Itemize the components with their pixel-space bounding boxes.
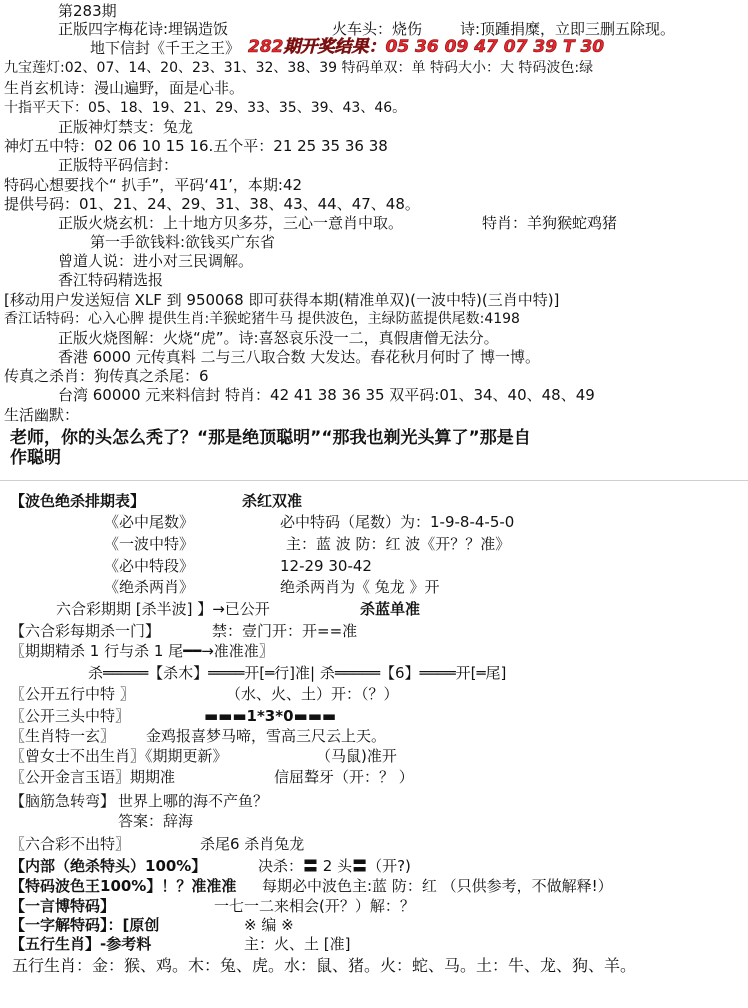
inner-kill-label: 【内部（绝杀特头）100%】 [10,857,207,875]
zodiac-poem: 生肖玄机诗：漫山遍野，面是心非。 [4,79,245,97]
one-gate-value: 禁：壹门开：开==准 [212,622,358,640]
one-gate-label: 【六合彩每期杀一门】 [10,622,161,640]
five-zodiac-list: 五行生肖：金：猴、鸡。木：兔、虎。水：鼠、猪。火：蛇、马。土：牛、龙、狗、羊。 [12,956,637,975]
not-out-value: 杀尾6 杀肖兔龙 [200,835,305,853]
fax-kill: 传真之杀肖：狗传真之杀尾：6 [4,367,209,385]
not-out-label: 〖六合彩不出特〗 [10,835,131,853]
wave-table-title: 【波色绝杀排期表】 [10,492,146,510]
kill-blue-badge: 杀蓝单准 [360,600,421,618]
sms-promo: [移动用户发送短信 XLF 到 950068 即可获得本期(精准单双)(一波中特)(三肖中特)] [4,291,560,309]
half-wave-line: 六合彩期期 [杀半波] 】→已公开 [56,600,270,618]
inner-kill-value: 决杀：〓 2 头〓（开?) [258,857,411,875]
draw-result: 282期开奖结果：05 36 09 47 07 39 T 30 [248,37,605,57]
one-wave-value: 主：蓝 波 防：红 波《开？？准》 [286,535,511,553]
one-saying-label: 【一言博特码】 [10,897,116,915]
must-tail-label: 《必中尾数》 [104,513,195,531]
golden-words-label: 〖公开金言玉语〗期期准 [10,768,176,786]
five-zodiac-value: 主：火、土 [准] [244,935,351,953]
issue-number: 第283期 [58,2,117,20]
five-zodiac-label: 【五行生肖】-参考料 [10,935,152,953]
underground-envelope: 地下信封《千王之王》 [90,39,241,57]
must-range-value: 12-29 30-42 [280,557,372,575]
one-word-value: ※ 编 ※ [244,916,294,934]
must-tail-value: 必中特码（尾数）为：1-9-8-4-5-0 [280,513,515,531]
one-saying-value: 一七一二来相会(开？）解：？ [214,897,415,915]
riddle-label: 【脑筋急转弯】 [10,792,116,810]
kill-row: 杀═════【杀木】════开[═行]准| 杀═════【6】════开[═尾] [88,664,507,682]
kill-red-badge: 杀红双准 [242,492,303,510]
fire-diagram: 正版火烧图解：火烧“虎”。诗:喜怒哀乐没一二，真假唐僧无法分。 [58,329,499,347]
lotus-lamp-line: 九宝莲灯:02、07、14、20、23、31、32、38、39 特码单双：单 特码大小：大 特码波色:绿 [4,60,594,76]
humor-title: 生活幽默： [4,406,80,424]
lamp-five-line: 神灯五中特：02 06 10 15 16.五个平：21 25 35 36 38 [4,137,388,155]
lady-zeng-label: 〖曾女士不出生肖〗《期期更新》 [10,747,228,765]
three-head-label: 〖公开三头中特〗 [10,707,131,725]
train-head: 火车头：烧伤 [332,20,423,38]
lady-zeng-value: （马鼠)准开 [316,747,397,765]
riddle-answer: 答案：辞海 [118,812,194,830]
train-poem: 诗:顶踵捐糜，立即三删五除现。 [460,20,676,38]
kill-two-label: 《绝杀两肖》 [104,578,195,596]
joke-line-1: 老师，你的头怎么秃了？“那是绝顶聪明”“那我也剃光头算了”那是自 [10,428,531,448]
flat-code-envelope: 正版特平码信封： [58,156,179,174]
must-range-label: 《必中特段》 [104,557,195,575]
five-element-label: 〖公开五行中特 〗 [10,685,135,703]
plum-poem: 正版四字梅花诗:埋锅造饭 [58,20,229,38]
ten-finger-line: 十指平天下：05、18、19、21、29、33、35、39、43、46。 [4,100,407,116]
wave-king-label: 【特码波色王100%】！？准准准 [10,877,237,895]
hongkong-report-title: 香江特码精选报 [58,271,164,289]
section-divider [0,480,748,481]
joke-line-2: 作聪明 [10,448,61,468]
wave-king-value: 每期必中波色主:蓝 防：红 （只供参考，不做解释!） [262,877,613,895]
hongkong-fax: 香港 6000 元传真料 二与三八取合数 大发达。春花秋月何时了 博一博。 [58,348,541,366]
zodiac-mystery-label: 〖生肖特一玄〗 [10,727,116,745]
lamp-ban-line: 正版神灯禁支：兔龙 [58,118,194,136]
five-element-value: （水、火、土）开：（？） [226,685,399,703]
pickpocket-line: 特码心想要找个“ 扒手”，平码‘41’，本期:42 [4,176,303,194]
taoist-line: 曾道人说：进小对三民调解。 [58,252,254,270]
three-head-value: ▬▬▬1*3*0▬▬▬ [204,707,337,725]
golden-words-value: 信屈聱牙（开：？ ） [274,768,414,786]
riddle-question: 世界上哪的海不产鱼？ [118,792,269,810]
hongkong-words: 香江话特码：心入心脾 提供生肖:羊猴蛇猪牛马 提供波色，主绿防蓝提供尾数:4198 [4,311,520,327]
zodiac-mystery-value: 金鸡报喜梦马啼，雪高三尺云上天。 [146,727,387,745]
kill-two-value: 绝杀两肖为《 兔龙 》开 [280,578,440,596]
precise-kill-line: 〖期期精杀 1 行与杀 1 尾━━→准准准〗 [10,642,274,660]
one-word-label: 【一字解特码】：[原创 [10,916,160,934]
first-hand-line: 第一手欲钱料:欲钱买广东省 [90,233,276,251]
taiwan-envelope: 台湾 60000 元来料信封 特肖：42 41 38 36 35 双平码:01、34、40、48、49 [58,386,595,404]
fire-mystery: 正版火烧玄机：上十地方贝多芬，三心一意肖中取。 [58,214,404,232]
one-wave-label: 《一波中特》 [104,535,195,553]
special-zodiac: 特肖：羊狗猴蛇鸡猪 [482,214,618,232]
provided-numbers: 提供号码：01、21、24、29、31、38、43、44、47、48。 [4,195,420,213]
